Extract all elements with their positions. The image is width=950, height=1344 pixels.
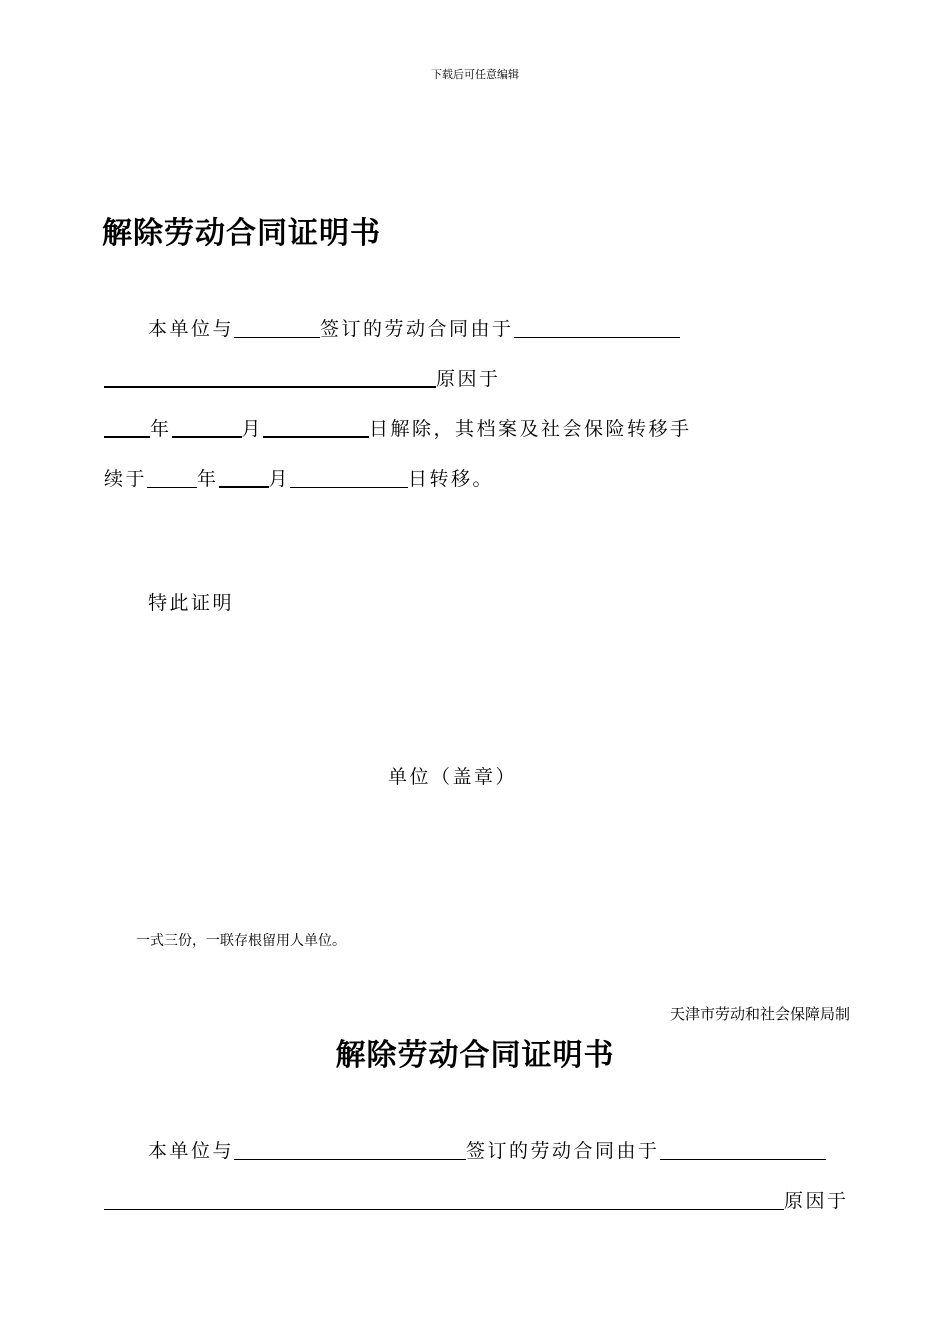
reason-blank-1[interactable] xyxy=(514,317,680,338)
termination-day-blank[interactable] xyxy=(263,416,369,438)
form1-line1-text-b: 签订的劳动合同由于 xyxy=(320,318,514,340)
form1-line4 xyxy=(104,466,494,492)
seal-label: 单位（盖章） xyxy=(388,766,518,788)
year-label: 年 xyxy=(197,468,219,490)
form1-line1-text-a: 本单位与 xyxy=(148,318,235,340)
year-label: 年 xyxy=(150,418,172,440)
issuer-label: 天津市劳动和社会保障局制 xyxy=(669,1005,850,1023)
termination-year-blank[interactable] xyxy=(104,416,150,438)
form1-title: 解除劳动合同证明书 xyxy=(102,216,381,251)
form2-line2-text: 原因于 xyxy=(784,1190,849,1212)
certify-text: 特此证明 xyxy=(148,592,235,614)
form1-line2 xyxy=(104,366,501,392)
employee-name-blank[interactable] xyxy=(234,317,320,338)
form2-line2 xyxy=(104,1188,849,1214)
form2-line1 xyxy=(148,1138,826,1164)
month-label: 月 xyxy=(268,468,291,490)
transfer-day-blank[interactable] xyxy=(290,467,408,488)
header-note: 下载后可任意编辑 xyxy=(431,68,519,81)
form1-line4-text-a: 续于 xyxy=(104,468,148,490)
form2-employee-name-blank[interactable] xyxy=(234,1139,466,1160)
copies-note: 一式三份，一联存根留用人单位。 xyxy=(136,933,346,949)
form1-line3 xyxy=(104,416,692,442)
month-label: 月 xyxy=(241,418,264,440)
form2-reason-blank-2[interactable] xyxy=(104,1189,784,1210)
form1-line2-text: 原因于 xyxy=(436,368,501,390)
transfer-year-blank[interactable] xyxy=(147,467,197,488)
termination-month-blank[interactable] xyxy=(172,416,242,438)
form2-line1-text-a: 本单位与 xyxy=(148,1140,235,1162)
form2-title: 解除劳动合同证明书 xyxy=(335,1038,615,1073)
form1-line1 xyxy=(148,316,680,342)
reason-blank-2[interactable] xyxy=(104,366,436,388)
form2-reason-blank-1[interactable] xyxy=(660,1139,826,1160)
form2-line1-text-b: 签订的劳动合同由于 xyxy=(466,1140,660,1162)
transfer-month-blank[interactable] xyxy=(219,466,269,488)
form1-line4-text-b: 日转移。 xyxy=(408,468,495,490)
form1-line3-text: 日解除，其档案及社会保险转移手 xyxy=(369,418,692,440)
